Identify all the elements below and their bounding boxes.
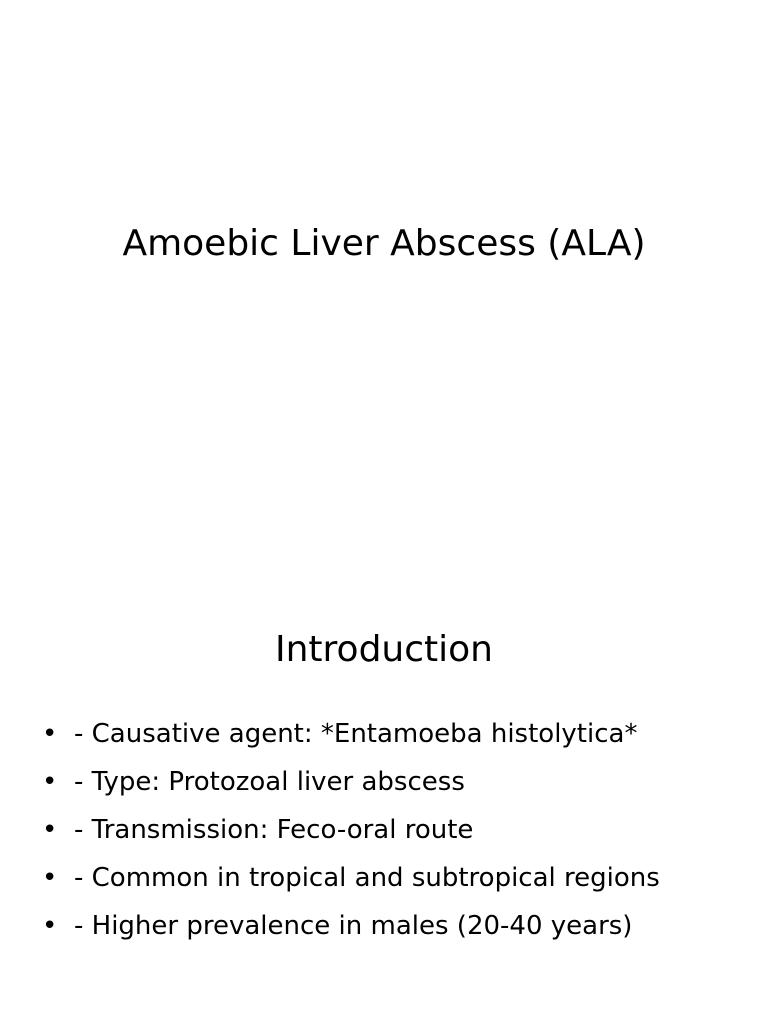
introduction-slide <box>0 512 768 1024</box>
list-item <box>38 854 750 902</box>
bullet-text: - Transmission: Feco-oral route <box>74 815 474 845</box>
slide-title: Amoebic Liver Abscess (ALA) <box>122 223 646 264</box>
bullet-icon: • <box>42 767 58 797</box>
slide-heading: Introduction <box>274 629 493 670</box>
bullet-text: - Causative agent: *Entamoeba histolytica* <box>74 719 638 749</box>
list-item <box>38 758 750 806</box>
bullet-icon: • <box>42 815 58 845</box>
bullet-icon: • <box>42 911 58 941</box>
list-item <box>38 806 750 854</box>
bullet-text: - Common in tropical and subtropical regions <box>74 863 660 893</box>
list-item <box>38 902 750 950</box>
bullet-text: - Type: Protozoal liver abscess <box>74 767 465 797</box>
bullet-icon: • <box>42 863 58 893</box>
bullet-icon: • <box>42 719 58 749</box>
bullet-text: - Higher prevalence in males (20-40 years) <box>74 911 633 941</box>
list-item <box>38 710 750 758</box>
bullet-list <box>38 710 750 950</box>
